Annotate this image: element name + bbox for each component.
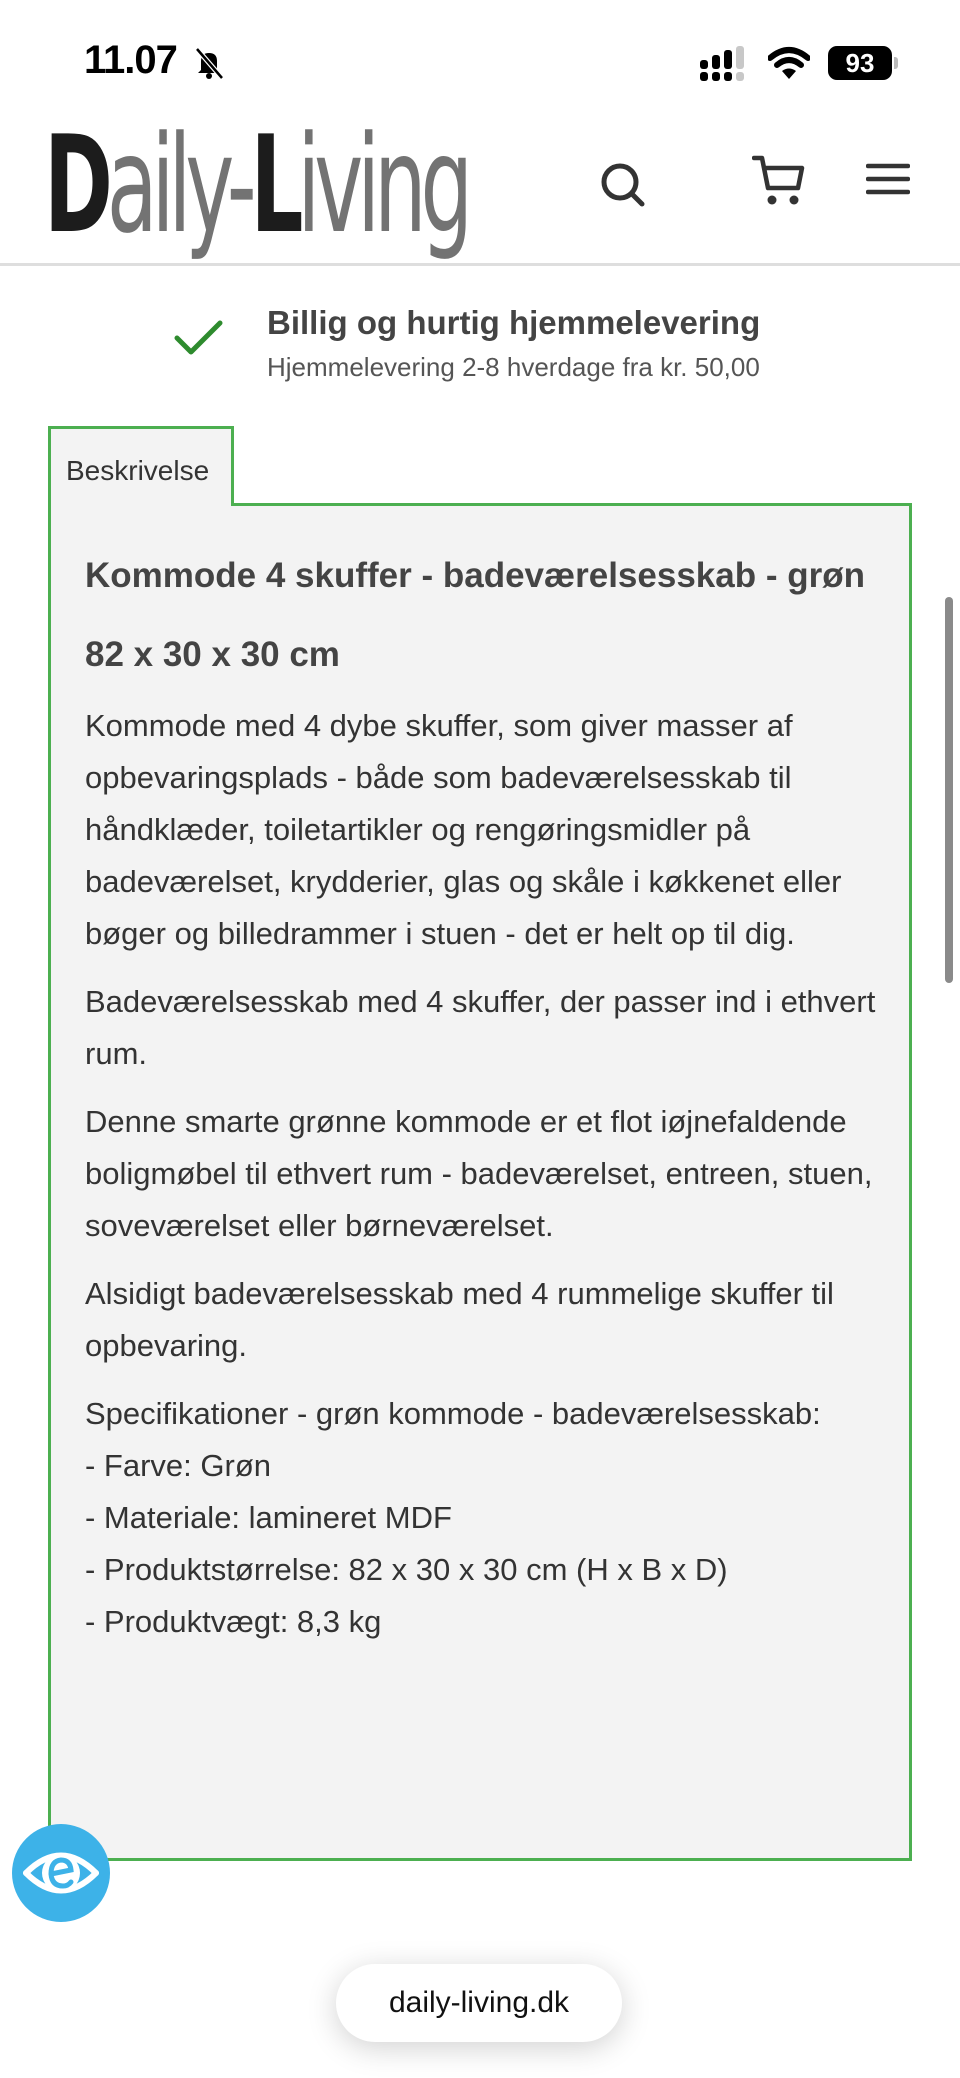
specifications [85,1388,885,1648]
spec-item: - Produktvægt: 8,3 kg [85,1604,382,1639]
wifi-icon [768,46,810,80]
page-scrollbar[interactable] [945,597,953,983]
delivery-subtitle: Hjemmelevering 2-8 hverdage fra kr. 50,00 [267,352,760,382]
delivery-info [0,296,960,396]
logo-letter-d: D [44,107,107,263]
spec-item: - Produktstørrelse: 82 x 30 x 30 cm (H x B x D) [85,1552,728,1587]
description-panel [48,503,912,1861]
spec-item: - Farve: Grøn [85,1448,272,1483]
checkmark-icon [174,318,224,358]
cellular-signal-icon [700,46,750,82]
delivery-title: Billig og hurtig hjemmelevering [267,304,761,341]
description-paragraph: Kommode med 4 dybe skuffer, som giver masser af opbevaringsplads - både som badeværelsesskab til håndklæder, toiletartikler og rengøringsmidler på badeværelset, krydderier, glas og skåle i køkkenet eller bøger og billedrammer i stuen - det er helt op til dig. [85,708,842,951]
product-title: Kommode 4 skuffer - badeværelsesskab - grøn 82 x 30 x 30 cm [85,556,865,674]
eye-e-icon [12,1824,110,1922]
accessibility-button[interactable] [12,1824,110,1922]
hamburger-menu-icon[interactable] [866,160,910,200]
search-icon[interactable] [598,160,650,212]
status-time: 11.07 [84,38,177,82]
battery-cap [894,57,898,69]
description-paragraph: Alsidigt badeværelsesskab med 4 rummelige skuffer til opbevaring. [85,1276,834,1363]
battery-indicator [828,46,892,80]
bell-slash-icon [192,46,226,80]
site-header [0,107,960,266]
logo-text-iving: iving [297,107,467,263]
description-paragraph: Denne smarte grønne kommode er et flot iøjnefaldende boligmøbel til ethvert rum - badeværelset, entreen, stuen, soveværelset eller børneværelset. [85,1104,873,1243]
status-bar [0,0,960,110]
tab-beskrivelse[interactable] [48,426,234,506]
daily-living-logo[interactable] [44,107,467,263]
battery-percent: 93 [845,47,875,78]
browser-url-bar[interactable] [336,1964,622,2042]
spec-heading: Specifikationer - grøn kommode - badeværelsesskab: [85,1396,821,1431]
logo-letter-l: L [250,107,298,263]
url-text: daily-living.dk [388,1986,570,2019]
tab-label: Beskrivelse [66,455,210,486]
logo-text-aily: aily- [106,107,251,263]
description-paragraph: Badeværelsesskab med 4 skuffer, der passer ind i ethvert rum. [85,984,876,1071]
spec-item: - Materiale: lamineret MDF [85,1500,452,1535]
cart-icon[interactable] [752,154,808,210]
